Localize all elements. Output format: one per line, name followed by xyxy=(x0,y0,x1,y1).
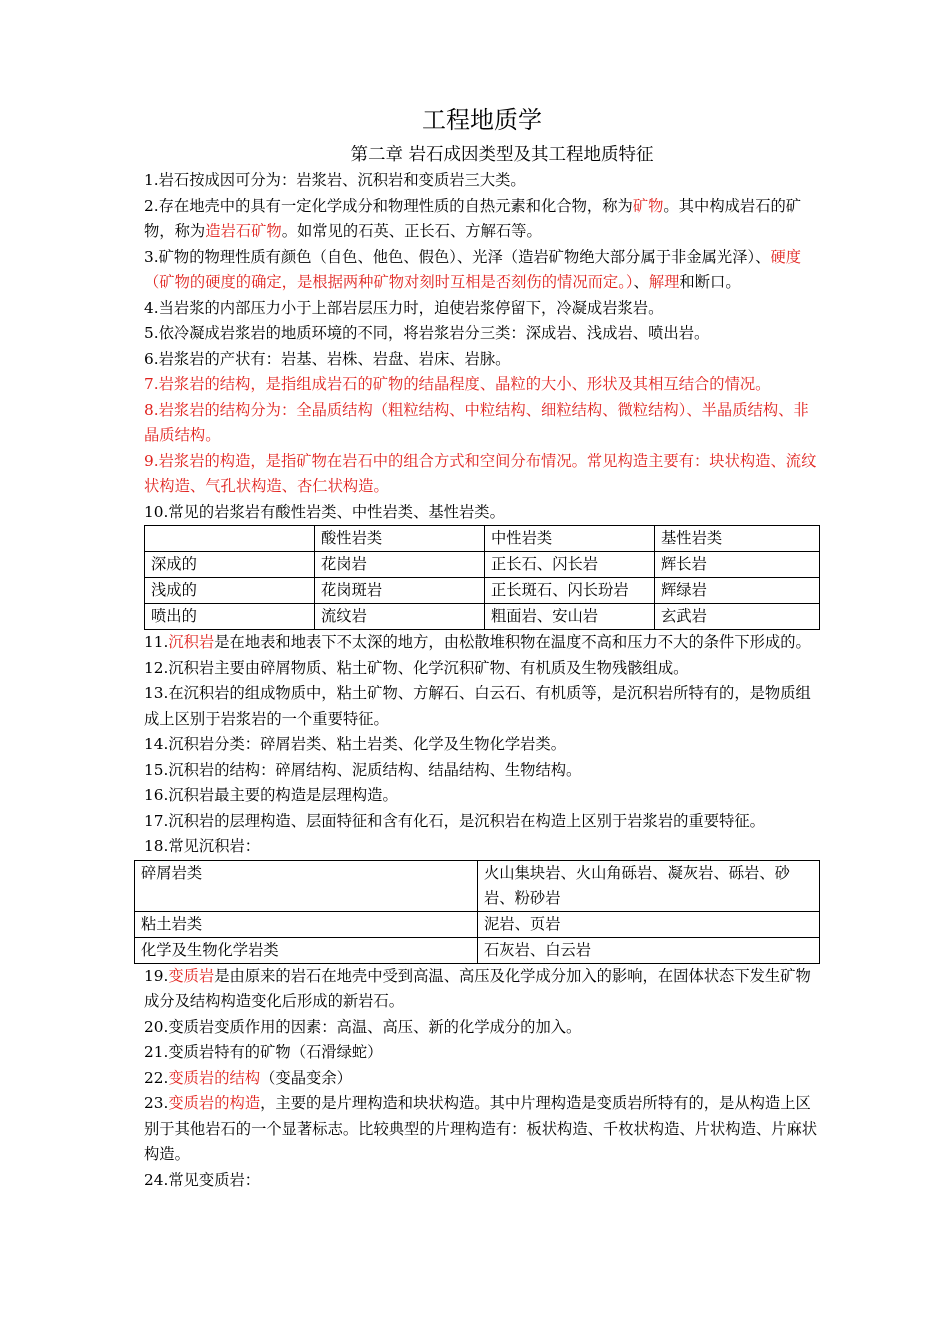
paragraph-10: 10.常见的岩浆岩有酸性岩类、中性岩类、基性岩类。 xyxy=(144,502,505,521)
paragraph-17: 17.沉积岩的层理构造、层面特征和含有化石，是沉积岩在构造上区别于岩浆岩的重要特征。 xyxy=(144,811,765,830)
paragraph-4: 4.当岩浆的内部压力小于上部岩层压力时，迫使岩浆停留下，冷凝成岩浆岩。 xyxy=(144,298,664,317)
paragraph-19: 19.变质岩是由原来的岩石在地壳中受到高温、高压及化学成分加入的影响，在固体状态下发生矿物成分及结构构造变化后形成的新岩石。 xyxy=(144,966,811,1010)
paragraph-5: 5.依冷凝成岩浆岩的地质环境的不同，将岩浆岩分三类：深成岩、浅成岩、喷出岩。 xyxy=(144,324,710,342)
table-cell: 浅成的 xyxy=(145,578,315,604)
sedimentary-rock-table xyxy=(134,860,820,964)
table-cell: 深成的 xyxy=(145,552,315,578)
paragraph-6: 6.岩浆岩的产状有：岩基、岩株、岩盘、岩床、岩脉。 xyxy=(144,349,511,368)
table-cell: 花岗斑岩 xyxy=(315,578,485,604)
table-cell: 辉长岩 xyxy=(655,552,820,578)
table-cell: 流纹岩 xyxy=(315,604,485,630)
paragraph-16: 16.沉积岩最主要的构造是层理构造。 xyxy=(144,786,398,804)
table-row xyxy=(135,911,820,937)
table-cell: 玄武岩 xyxy=(655,604,820,630)
table-cell: 碎屑岩类 xyxy=(135,860,478,911)
table-cell: 粘土岩类 xyxy=(135,911,478,937)
table-header-row xyxy=(145,526,820,552)
table-cell: 花岗岩 xyxy=(315,552,485,578)
table-cell xyxy=(145,526,315,552)
igneous-rock-table xyxy=(144,525,820,630)
paragraph-11: 11.沉积岩是在地表和地表下不太深的地方，由松散堆积物在温度不高和压力不大的条件下形成的。 xyxy=(144,633,811,651)
table-cell: 火山集块岩、火山角砾岩、凝灰岩、砾岩、砂岩、粉砂岩 xyxy=(478,860,820,911)
document-page xyxy=(141,100,820,1193)
document-title: 工程地质学 xyxy=(422,106,542,134)
paragraph-8: 8.岩浆岩的结构分为：全晶质结构（粗粒结构、中粒结构、细粒结构、微粒结构）、半晶质结构、非晶质结构。 xyxy=(144,400,809,444)
paragraph-14: 14.沉积岩分类：碎屑岩类、粘土岩类、化学及生物化学岩类。 xyxy=(144,735,567,753)
table-cell: 正长石、闪长岩 xyxy=(485,552,655,578)
chapter-heading: 第二章 岩石成因类型及其工程地质特征 xyxy=(350,145,654,165)
paragraph-21: 21.变质岩特有的矿物（石滑绿蛇） xyxy=(144,1043,383,1061)
table-row xyxy=(145,552,820,578)
table-row xyxy=(135,860,820,911)
paragraph-2: 2.存在地壳中的具有一定化学成分和物理性质的自热元素和化合物，称为矿物。其中构成岩石的矿物，称为造岩石矿物。如常见的石英、正长石、方解石等。 xyxy=(144,196,802,240)
table-cell: 辉绿岩 xyxy=(655,578,820,604)
table-cell: 粗面岩、安山岩 xyxy=(485,604,655,630)
paragraph-3: 3.矿物的物理性质有颜色（自色、他色、假色）、光泽（造岩矿物绝大部分属于非金属光泽）、硬度（矿物的硬度的确定，是根据两种矿物对刻时互相是否刻伤的情况而定。）、解理和断口。 xyxy=(144,247,802,291)
paragraph-23: 23.变质岩的构造，主要的是片理构造和块状构造。其中片理构造是变质岩所特有的，是从构造上区别于其他岩石的一个显著标志。比较典型的片理构造有：板状构造、千枚状构造、片状构造、片麻状构造。 xyxy=(144,1094,818,1163)
table-cell: 泥岩、页岩 xyxy=(478,911,820,937)
table-row xyxy=(135,937,820,963)
paragraph-7: 7.岩浆岩的结构，是指组成岩石的矿物的结晶程度、晶粒的大小、形状及其相互结合的情况。 xyxy=(144,375,771,393)
table-row xyxy=(145,604,820,630)
table-row xyxy=(145,578,820,604)
table-cell: 正长斑石、闪长玢岩 xyxy=(485,578,655,604)
paragraph-12: 12.沉积岩主要由碎屑物质、粘土矿物、化学沉积矿物、有机质及生物残骸组成。 xyxy=(144,658,689,677)
table-cell: 酸性岩类 xyxy=(315,526,485,552)
table-cell: 化学及生物化学岩类 xyxy=(135,937,478,963)
table-cell: 石灰岩、白云岩 xyxy=(478,937,820,963)
table-cell: 中性岩类 xyxy=(485,526,655,552)
paragraph-24: 24.常见变质岩： xyxy=(144,1170,261,1189)
paragraph-13: 13.在沉积岩的组成物质中，粘土矿物、方解石、白云石、有机质等，是沉积岩所特有的，是物质组成上区别于岩浆岩的一个重要特征。 xyxy=(144,684,811,728)
paragraph-22: 22.变质岩的结构（变晶变余） xyxy=(144,1068,352,1087)
paragraph-18: 18.常见沉积岩： xyxy=(144,837,261,855)
table-cell: 喷出的 xyxy=(145,604,315,630)
paragraph-20: 20.变质岩变质作用的因素：高温、高压、新的化学成分的加入。 xyxy=(144,1017,582,1036)
paragraph-1: 1.岩石按成因可分为：岩浆岩、沉积岩和变质岩三大类。 xyxy=(144,171,526,189)
paragraph-15: 15.沉积岩的结构：碎屑结构、泥质结构、结晶结构、生物结构。 xyxy=(144,760,582,779)
paragraph-9: 9.岩浆岩的构造，是指矿物在岩石中的组合方式和空间分布情况。常见构造主要有：块状构造、流纹状构造、气孔状构造、杏仁状构造。 xyxy=(144,451,817,495)
table-cell: 基性岩类 xyxy=(655,526,820,552)
